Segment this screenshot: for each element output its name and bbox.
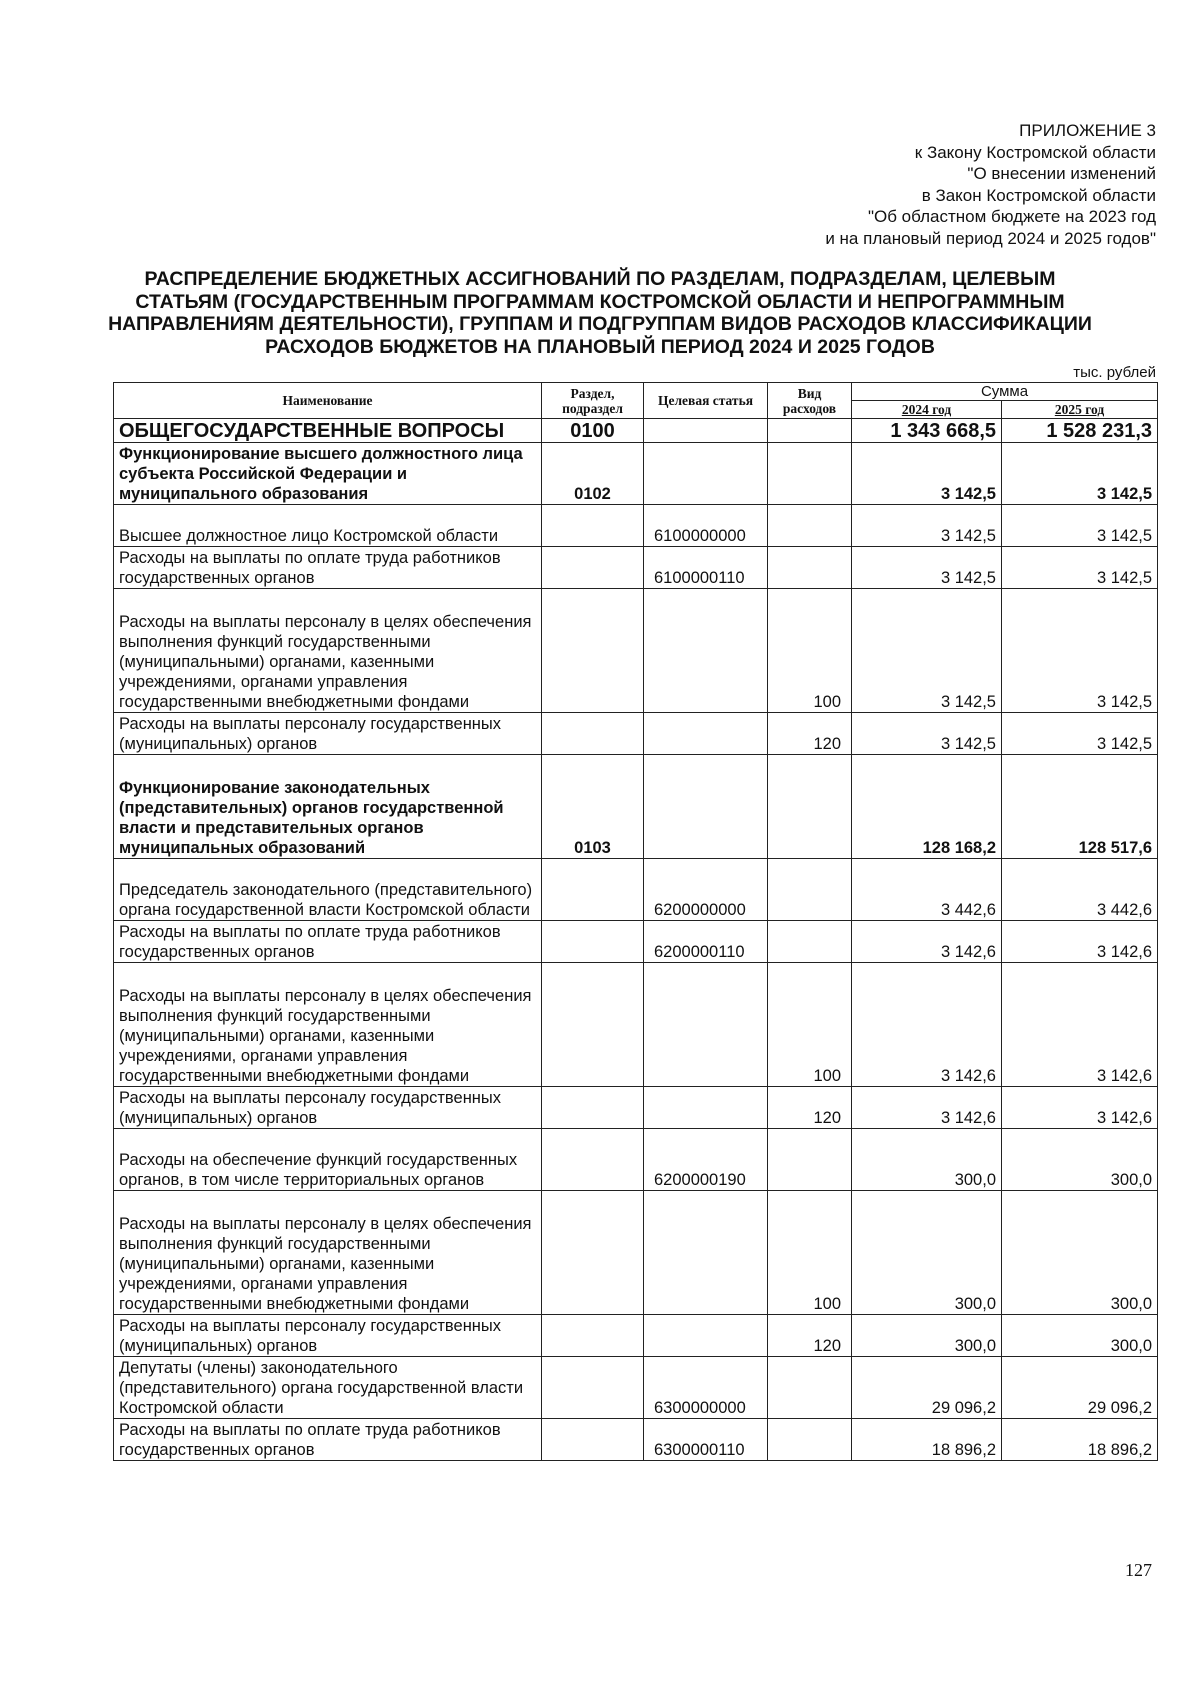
row-target-code: [644, 1191, 768, 1315]
row-name: Расходы на выплаты персоналу в целях обеспечения выполнения функций государственными (муниципальными) органами, казенными учреждениями, органами управления государственными внебюджетными фондами: [114, 963, 542, 1087]
row-amount-2024: 3 142,5: [852, 443, 1002, 505]
row-expense-type: [768, 755, 852, 859]
row-amount-2025: 3 142,6: [1002, 921, 1158, 963]
row-target-code: 6300000110: [644, 1419, 768, 1461]
header-section: Раздел, подраздел: [542, 383, 644, 419]
row-amount-2025: 128 517,6: [1002, 755, 1158, 859]
row-section-code: [542, 859, 644, 921]
appendix-line: и на плановый период 2024 и 2025 годов": [825, 228, 1156, 248]
row-amount-2025: 18 896,2: [1002, 1419, 1158, 1461]
row-name: Расходы на выплаты персоналу государственных (муниципальных) органов: [114, 1315, 542, 1357]
row-amount-2024: 300,0: [852, 1191, 1002, 1315]
row-section-code: [542, 1419, 644, 1461]
row-name: Функционирование законодательных (представительных) органов государственной власти и представительных органов муниципальных образований: [114, 755, 542, 859]
row-amount-2024: 3 442,6: [852, 859, 1002, 921]
row-amount-2025: 300,0: [1002, 1129, 1158, 1191]
row-target-code: [644, 963, 768, 1087]
table-row: [114, 755, 1158, 859]
row-target-code: [644, 1315, 768, 1357]
row-target-code: 6200000000: [644, 859, 768, 921]
row-target-code: 6100000110: [644, 547, 768, 589]
header-year-2025: 2025 год: [1002, 401, 1158, 419]
row-amount-2024: 3 142,5: [852, 589, 1002, 713]
row-amount-2025: 3 442,6: [1002, 859, 1158, 921]
row-expense-type: [768, 419, 852, 443]
row-section-code: [542, 589, 644, 713]
row-expense-type: 100: [768, 1191, 852, 1315]
row-amount-2024: 1 343 668,5: [852, 419, 1002, 443]
row-section-code: [542, 1315, 644, 1357]
table-row: [114, 713, 1158, 755]
row-expense-type: [768, 547, 852, 589]
row-name: Расходы на выплаты по оплате труда работников государственных органов: [114, 547, 542, 589]
appendix-line: к Закону Костромской области: [914, 142, 1156, 162]
row-section-code: [542, 1357, 644, 1419]
header-type: Вид расходов: [768, 383, 852, 419]
table-row: [114, 963, 1158, 1087]
table-row: [114, 1129, 1158, 1191]
row-amount-2025: 3 142,6: [1002, 1087, 1158, 1129]
row-target-code: 6200000110: [644, 921, 768, 963]
row-section-code: 0103: [542, 755, 644, 859]
row-section-code: [542, 1087, 644, 1129]
row-amount-2024: 3 142,6: [852, 963, 1002, 1087]
row-expense-type: [768, 1419, 852, 1461]
row-expense-type: 120: [768, 1315, 852, 1357]
row-expense-type: [768, 859, 852, 921]
appendix-line: ПРИЛОЖЕНИЕ 3: [1019, 121, 1156, 140]
row-expense-type: [768, 1357, 852, 1419]
row-section-code: [542, 1191, 644, 1315]
header-target: Целевая статья: [644, 383, 768, 419]
row-target-code: 6200000190: [644, 1129, 768, 1191]
row-target-code: 6300000000: [644, 1357, 768, 1419]
row-amount-2024: 18 896,2: [852, 1419, 1002, 1461]
title-line: НАПРАВЛЕНИЯМ ДЕЯТЕЛЬНОСТИ), ГРУППАМ И ПОДГРУППАМ ВИДОВ РАСХОДОВ КЛАССИФИКАЦИИ: [108, 313, 1092, 335]
row-section-code: [542, 547, 644, 589]
row-amount-2024: 3 142,5: [852, 547, 1002, 589]
table-row: [114, 419, 1158, 443]
row-name: Расходы на выплаты по оплате труда работников государственных органов: [114, 1419, 542, 1461]
row-name: Расходы на обеспечение функций государственных органов, в том числе территориальных органов: [114, 1129, 542, 1191]
row-name: Расходы на выплаты персоналу в целях обеспечения выполнения функций государственными (муниципальными) органами, казенными учреждениями, органами управления государственными внебюджетными фондами: [114, 589, 542, 713]
title-line: СТАТЬЯМ (ГОСУДАРСТВЕННЫМ ПРОГРАММАМ КОСТРОМСКОЙ ОБЛАСТИ И НЕПРОГРАММНЫМ: [135, 290, 1065, 313]
row-section-code: [542, 505, 644, 547]
row-name: Депутаты (члены) законодательного (представительного) органа государственной власти Костромской области: [114, 1357, 542, 1419]
row-target-code: [644, 1087, 768, 1129]
row-expense-type: [768, 1129, 852, 1191]
row-name: Расходы на выплаты персоналу государственных (муниципальных) органов: [114, 1087, 542, 1129]
row-target-code: [644, 589, 768, 713]
title-line: РАСХОДОВ БЮДЖЕТОВ НА ПЛАНОВЫЙ ПЕРИОД 2024 И 2025 ГОДОВ: [265, 335, 935, 358]
row-amount-2024: 29 096,2: [852, 1357, 1002, 1419]
title-line: РАСПРЕДЕЛЕНИЕ БЮДЖЕТНЫХ АССИГНОВАНИЙ ПО РАЗДЕЛАМ, ПОДРАЗДЕЛАМ, ЦЕЛЕВЫМ: [144, 268, 1056, 290]
row-expense-type: [768, 443, 852, 505]
row-amount-2025: 300,0: [1002, 1191, 1158, 1315]
table-body: [114, 419, 1158, 1461]
page-number: 127: [1125, 1560, 1152, 1580]
row-amount-2025: 300,0: [1002, 1315, 1158, 1357]
table-row: [114, 1087, 1158, 1129]
row-expense-type: 120: [768, 1087, 852, 1129]
header-name: Наименование: [114, 383, 542, 419]
row-amount-2024: 128 168,2: [852, 755, 1002, 859]
row-amount-2025: 3 142,5: [1002, 443, 1158, 505]
row-target-code: [644, 443, 768, 505]
row-amount-2024: 300,0: [852, 1315, 1002, 1357]
table-row: [114, 1419, 1158, 1461]
row-target-code: [644, 419, 768, 443]
row-section-code: [542, 713, 644, 755]
row-amount-2025: 3 142,5: [1002, 547, 1158, 589]
row-name: Расходы на выплаты персоналу в целях обеспечения выполнения функций государственными (муниципальными) органами, казенными учреждениями, органами управления государственными внебюджетными фондами: [114, 1191, 542, 1315]
row-amount-2025: 3 142,5: [1002, 505, 1158, 547]
row-section-code: [542, 1129, 644, 1191]
row-amount-2025: 1 528 231,3: [1002, 419, 1158, 443]
header-year-2024: 2024 год: [852, 401, 1002, 419]
row-expense-type: 120: [768, 713, 852, 755]
table-row: [114, 505, 1158, 547]
row-target-code: 6100000000: [644, 505, 768, 547]
row-expense-type: 100: [768, 589, 852, 713]
row-amount-2024: 3 142,5: [852, 505, 1002, 547]
appendix-line: "Об областном бюджете на 2023 год: [867, 207, 1156, 226]
table-row: [114, 1315, 1158, 1357]
row-amount-2024: 300,0: [852, 1129, 1002, 1191]
table-row: [114, 589, 1158, 713]
appendix-reference: [556, 120, 1156, 249]
row-target-code: [644, 755, 768, 859]
document-title: [60, 268, 1140, 358]
row-expense-type: [768, 505, 852, 547]
appendix-line: "О внесении изменений: [967, 164, 1156, 183]
row-section-code: [542, 921, 644, 963]
units-label: тыс. рублей: [1073, 364, 1156, 381]
appendix-line: в Закон Костромской области: [921, 185, 1156, 205]
row-section-code: [542, 963, 644, 1087]
budget-table: [113, 382, 1158, 1461]
row-name: Расходы на выплаты персоналу государственных (муниципальных) органов: [114, 713, 542, 755]
row-target-code: [644, 713, 768, 755]
header-sum: Сумма: [852, 383, 1158, 401]
row-name: Функционирование высшего должностного лица субъекта Российской Федерации и муниципального образования: [114, 443, 542, 505]
row-amount-2024: 3 142,6: [852, 1087, 1002, 1129]
row-expense-type: 100: [768, 963, 852, 1087]
row-name: Расходы на выплаты по оплате труда работников государственных органов: [114, 921, 542, 963]
table-row: [114, 547, 1158, 589]
table-row: [114, 1191, 1158, 1315]
row-name: Высшее должностное лицо Костромской области: [114, 505, 542, 547]
row-name: ОБЩЕГОСУДАРСТВЕННЫЕ ВОПРОСЫ: [114, 419, 542, 443]
row-amount-2025: 3 142,6: [1002, 963, 1158, 1087]
table-row: [114, 859, 1158, 921]
row-amount-2024: 3 142,5: [852, 713, 1002, 755]
row-section-code: 0102: [542, 443, 644, 505]
row-name: Председатель законодательного (представительного) органа государственной власти Костромской области: [114, 859, 542, 921]
row-amount-2025: 3 142,5: [1002, 713, 1158, 755]
row-amount-2025: 29 096,2: [1002, 1357, 1158, 1419]
table-row: [114, 1357, 1158, 1419]
table-row: [114, 921, 1158, 963]
table-row: [114, 443, 1158, 505]
row-amount-2025: 3 142,5: [1002, 589, 1158, 713]
row-amount-2024: 3 142,6: [852, 921, 1002, 963]
row-section-code: 0100: [542, 419, 644, 443]
row-expense-type: [768, 921, 852, 963]
